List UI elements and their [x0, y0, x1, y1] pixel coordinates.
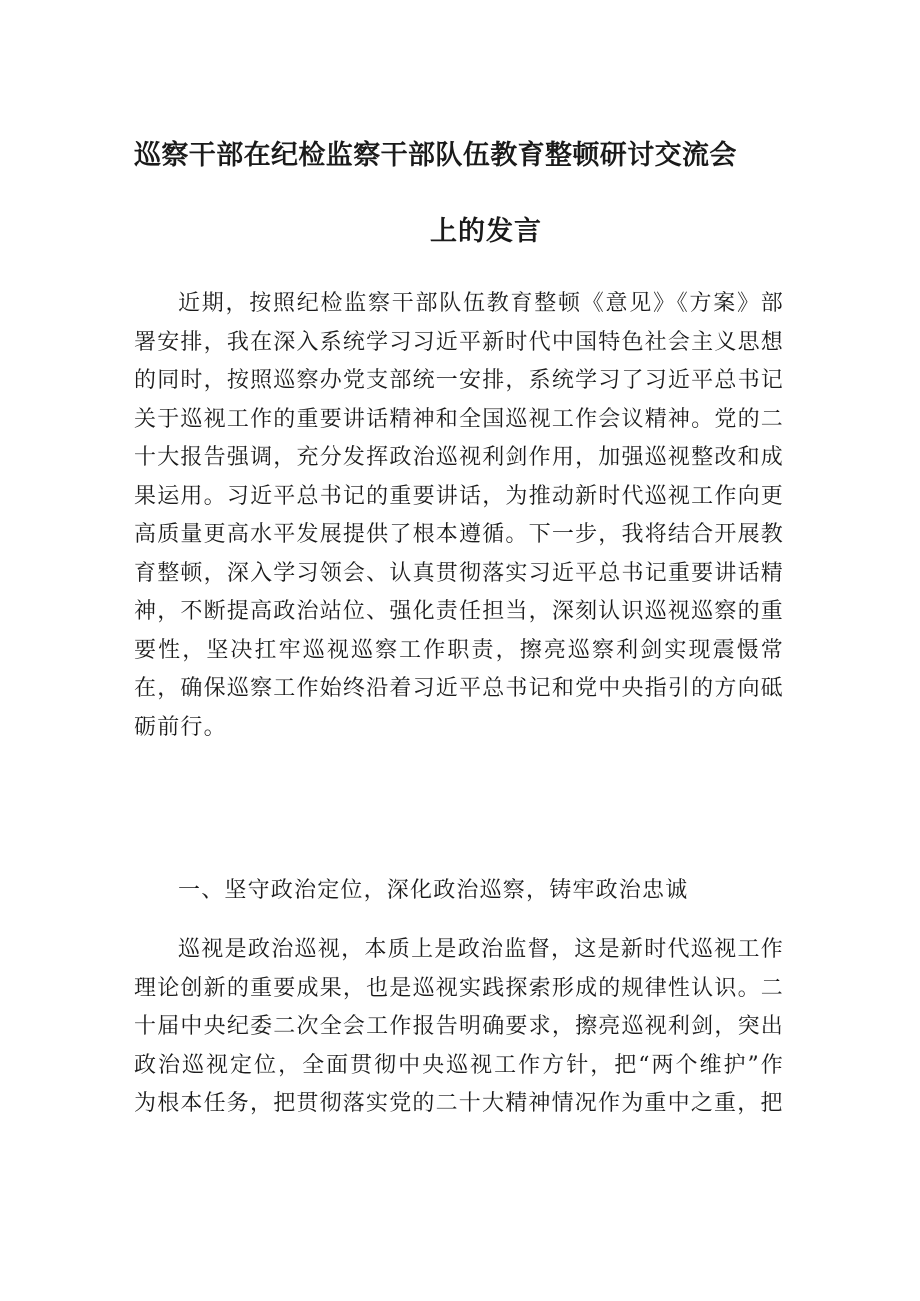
- body-paragraph-1: 近期，按照纪检监察干部队伍教育整顿《意见》《方案》部署安排，我在深入系统学习习近平新时代中国特色社会主义思想的同时，按照巡察办党支部统一安排，系统学习了习近平总书记关于巡视工作的重要讲话精神和全国巡视工作会议精神。党的二十大报告强调，充分发挥政治巡视利剑作用，加强巡视整改和成果运用。习近平总书记的重要讲话，为推动新时代巡视工作向更高质量更高水平发展提供了根本遵循。下一步，我将结合开展教育整顿，深入学习领会、认真贯彻落实习近平总书记重要讲话精神，不断提高政治站位、强化责任担当，深刻认识巡视巡察的重要性，坚决扛牢巡视巡察工作职责，擦亮巡察利剑实现震慑常在，确保巡察工作始终沿着习近平总书记和党中央指引的方向砥砺前行。: [134, 291, 784, 740]
- body-paragraph-2: 巡视是政治巡视，本质上是政治监督，这是新时代巡视工作理论创新的重要成果，也是巡视实践探索形成的规律性认识。二十届中央纪委二次全会工作报告明确要求，擦亮巡视利剑，突出政治巡视定位，全面贯彻中央巡视工作方针，把“两个维护”作为根本任务，把贯彻落实党的二十大精神情况作为重中之重，把: [134, 937, 784, 1116]
- document-title-line-2: 上的发言: [430, 216, 542, 247]
- section-heading-1: 一、坚守政治定位，深化政治巡察，铸牢政治忠诚: [178, 878, 689, 903]
- document-title-line-1: 巡察干部在纪检监察干部队伍教育整顿研讨交流会: [134, 140, 737, 171]
